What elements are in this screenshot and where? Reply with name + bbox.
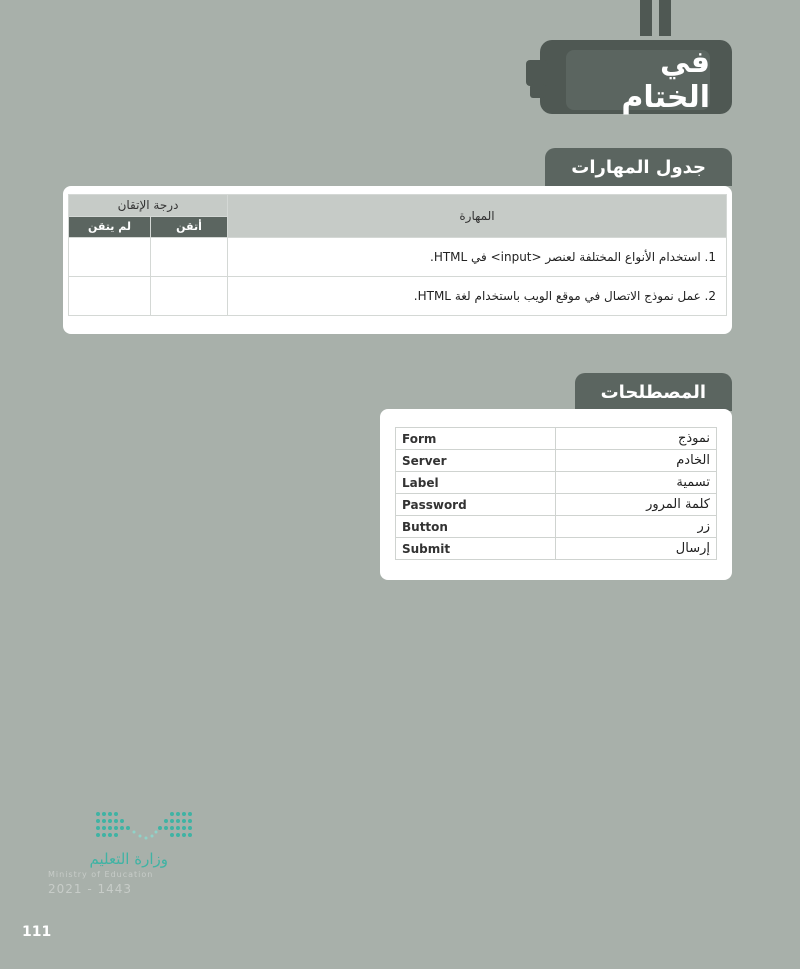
- skill-text: 1. استخدام الأنواع المختلفة لعنصر <input> في HTML.: [228, 238, 727, 277]
- table-row: [396, 450, 717, 472]
- header-skill: المهارة: [228, 195, 727, 238]
- not-mastered-cell[interactable]: [69, 277, 151, 316]
- terms-table: [395, 427, 717, 560]
- table-row: [396, 428, 717, 450]
- term-en: Button: [396, 516, 556, 538]
- plaque-knob: [526, 60, 548, 86]
- table-spacer: [69, 316, 727, 329]
- skills-table: [68, 194, 727, 328]
- term-ar: الخادم: [556, 450, 717, 472]
- term-en: Label: [396, 472, 556, 494]
- skill-text: 2. عمل نموذج الاتصال في موقع الويب باستخدام لغة HTML.: [228, 277, 727, 316]
- table-row: [396, 516, 717, 538]
- plaque-knob: [530, 84, 546, 98]
- header-mastered: أتقن: [151, 216, 228, 238]
- header-not-mastered: لم يتقن: [69, 216, 151, 238]
- term-en: Password: [396, 494, 556, 516]
- ministry-name-en: Ministry of Education: [48, 870, 154, 879]
- mastered-cell[interactable]: [151, 277, 228, 316]
- page-number: 111: [22, 924, 52, 940]
- terms-tab: المصطلحات: [575, 373, 732, 411]
- term-ar: زر: [556, 516, 717, 538]
- page-title: في الختام: [621, 45, 710, 115]
- table-row: [396, 538, 717, 560]
- not-mastered-cell[interactable]: [69, 238, 151, 277]
- skills-tab: جدول المهارات: [545, 148, 732, 186]
- term-ar: إرسال: [556, 538, 717, 560]
- ministry-name-ar: وزارة التعليم: [89, 850, 168, 868]
- decor-pipe: [640, 0, 652, 36]
- header-mastery: درجة الإتقان: [69, 195, 228, 217]
- edition-year: 2021 - 1443: [48, 882, 133, 896]
- vision-dots-icon: [94, 808, 194, 844]
- ministry-logo: [48, 808, 198, 898]
- terms-card: [380, 409, 732, 580]
- table-row: [396, 494, 717, 516]
- term-en: Submit: [396, 538, 556, 560]
- header-plaque-inner: [566, 45, 710, 115]
- table-row: [396, 472, 717, 494]
- table-row: [69, 277, 727, 316]
- term-ar: كلمة المرور: [556, 494, 717, 516]
- skills-table-card: [63, 186, 732, 334]
- term-en: Server: [396, 450, 556, 472]
- term-ar: نموذج: [556, 428, 717, 450]
- decor-pipe: [659, 0, 671, 36]
- mastered-cell[interactable]: [151, 238, 228, 277]
- term-en: Form: [396, 428, 556, 450]
- term-ar: تسمية: [556, 472, 717, 494]
- table-row: [69, 238, 727, 277]
